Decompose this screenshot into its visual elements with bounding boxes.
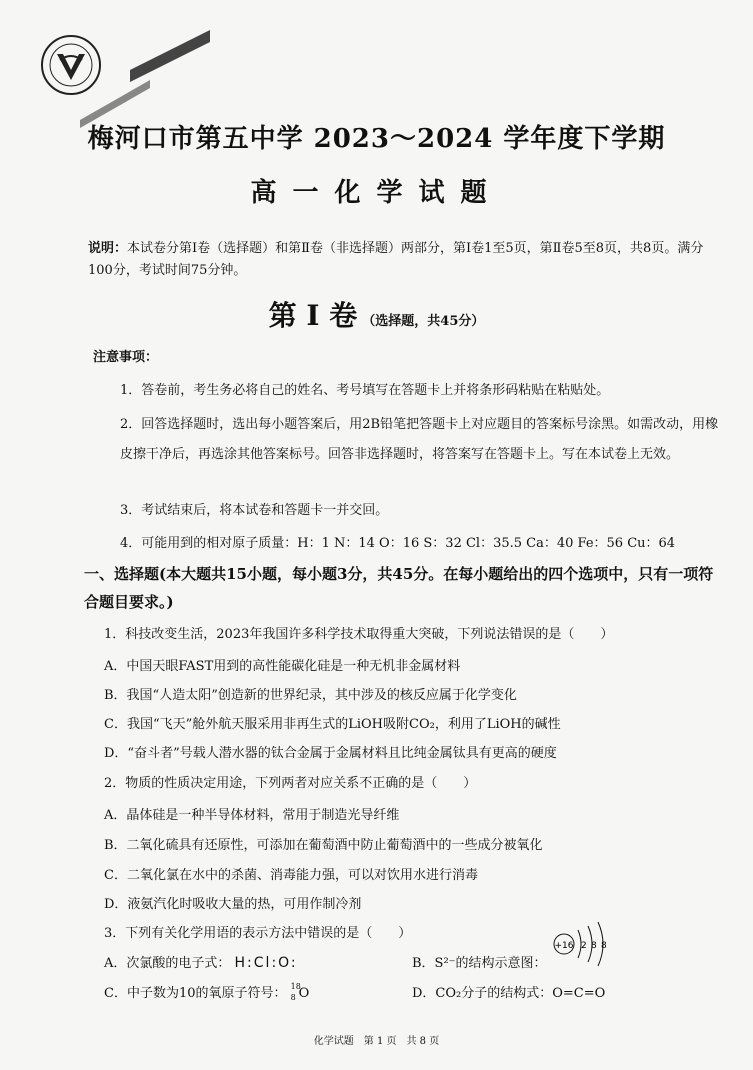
instructions-text: 本试卷分第Ⅰ卷（选择题）和第Ⅱ卷（非选择题）两部分，第Ⅰ卷1至5页，第Ⅱ卷5至8页，共8页。满分100分，考试时间75分钟。 [88, 241, 704, 278]
question-stem: 2．物质的性质决定用途，下列两者对应关系不正确的是（ ） [104, 776, 477, 791]
question-stem: 3．下列有关化学用语的表示方法中错误的是（ ） [104, 926, 412, 941]
question-option: D．液氨汽化时吸收大量的热，可用作制冷剂 [104, 897, 362, 912]
question-option: C．我国“飞天”舱外航天服采用非再生式的LiOH吸附CO₂，利用了LiOH的碱性 [104, 717, 561, 732]
section-header [0, 294, 753, 334]
notice-heading: 注意事项： [93, 350, 159, 365]
nucleus-charge: +16 [554, 941, 574, 951]
page-footer: 化学试题 第 1 页 共 8 页 [313, 1036, 440, 1047]
element-symbol: O [298, 985, 310, 1001]
shell-electrons: 8 [591, 941, 597, 951]
shell-electrons: 2 [581, 941, 587, 951]
atomic-number: 8 [290, 992, 296, 1002]
question-option: B．我国“人造太阳”创造新的世界纪录，其中涉及的核反应属于化学变化 [104, 688, 517, 703]
option-label: A．次氯酸的电子式： [104, 956, 231, 971]
question-option: D．“奋斗者”号载人潜水器的钛合金属于金属材料且比纯金属钛具有更高的硬度 [104, 746, 557, 761]
question-option: B．二氧化硫具有还原性，可添加在葡萄酒中防止葡萄酒中的一些成分被氧化 [104, 838, 543, 853]
sulfide-ion-structure-diagram [552, 920, 612, 968]
shell-electrons: 8 [601, 941, 607, 951]
section-subtitle: （选择题，共45分） [362, 314, 485, 329]
exam-title: 梅河口市第五中学 2023～2024 学年度下学期 [87, 124, 666, 154]
question-stem: 1．科技改变生活，2023年我国许多科学技术取得重大突破，下列说法错误的是（ ） [104, 627, 614, 642]
part-heading: 一、选择题(本大题共15小题，每小题3分，共45分。在每小题给出的四个选项中，只有一项符合题目要求。) [84, 565, 714, 611]
section-title: 第 Ⅰ 卷 [268, 299, 358, 332]
electron-formula: H:Cl:O: [234, 955, 298, 971]
notice-item: 2．回答选择题时，选出每小题答案后，用2B铅笔把答题卡上对应题目的答案标号涂黑。如需改动，用橡皮擦干净后，再选涂其他答案标号。回答非选择题时，将答案写在答题卡上。写在本试卷上无效。 [120, 417, 719, 462]
question-option-a [104, 952, 298, 971]
exam-subtitle: 高一化学试题 [250, 178, 503, 208]
question-option-c [104, 981, 310, 1004]
instructions-label: 说明： [88, 241, 128, 256]
notice-item: 4．可能用到的相对原子质量：H：1 N：14 O：16 S：32 Cl：35.5 Ca：40 Fe：56 Cu：64 [120, 536, 676, 551]
oxygen-nuclide-symbol [290, 981, 310, 1004]
mass-number: 18 [290, 981, 301, 991]
question-option: C．二氧化氯在水中的杀菌、消毒能力强，可以对饮用水进行消毒 [104, 868, 478, 883]
notice-item: 3．考试结束后，将本试卷和答题卡一并交回。 [120, 503, 389, 518]
question-option: A．中国天眼FAST用到的高性能碳化硅是一种无机非金属材料 [104, 659, 461, 674]
question-option-d: D．CO₂分子的结构式：O=C=O [412, 986, 606, 1001]
question-option-b [412, 952, 547, 971]
option-label: B．S²⁻的结构示意图： [412, 956, 547, 971]
question-option: A．晶体硅是一种半导体材料，常用于制造光导纤维 [104, 808, 400, 823]
notice-item: 1．答卷前，考生务必将自己的姓名、考号填写在答题卡上并将条形码粘贴在粘贴处。 [120, 383, 610, 398]
option-label: C．中子数为10的氧原子符号： [104, 986, 287, 1001]
exam-instructions [88, 238, 728, 282]
